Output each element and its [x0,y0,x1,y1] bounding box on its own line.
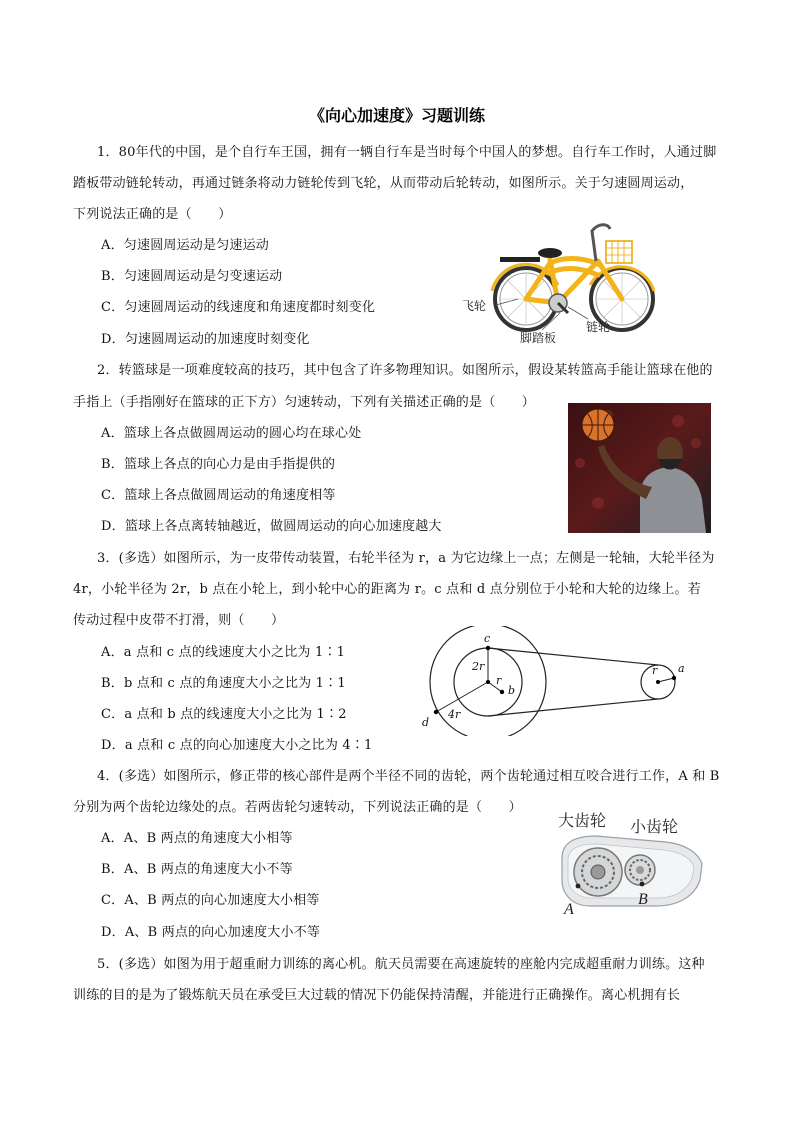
q1-stem-line-2: 踏板带动链轮转动，再通过链条将动力链轮传到飞轮，从而带动后轮转动，如图所示。关于匀速圆周运动， [73,176,694,191]
q1-option-d: D．匀速圆周运动的加速度时刻变化 [101,332,310,347]
q1-stem-line-3: 下列说法正确的是（ ） [73,207,232,222]
q4-option-c: C．A、B 两点的向心加速度大小相等 [101,893,320,908]
bicycle-figure [458,215,658,347]
q2-stem-line-1: 2．转篮球是一项难度较高的技巧，其中包含了许多物理知识。如图所示，假设某转篮高手能让篮球在他的 [97,363,713,378]
tape-label-small-gear: 小齿轮 [630,817,679,836]
page-title: 《向心加速度》习题训练 [308,106,485,125]
q2-option-c: C．篮球上各点做圆周运动的角速度相等 [101,488,336,503]
q5-stem-line-1: 5．(多选）如图为用于超重耐力训练的离心机。航天员需要在高速旋转的座舱内完成超重耐力训练。这种 [97,957,705,972]
q3-option-a: A．a 点和 c 点的线速度大小之比为 1∶1 [101,645,346,660]
q3-stem-line-3: 传动过程中皮带不打滑，则（ ） [73,613,285,628]
bicycle-label-pedal: 脚踏板 [520,331,557,345]
q4-option-b: B．A、B 两点的角速度大小不等 [101,862,293,877]
q2-stem-line-2: 手指上（手指刚好在篮球的正下方）匀速转动，下列有关描述正确的是（ ） [73,395,536,410]
q3-stem-line-2: 4r，小轮半径为 2r，b 点在小轮上，到小轮中心的距离为 r。c 点和 d 点分别位于小轮和大轮的边缘上。若 [73,582,701,597]
q1-option-b: B．匀速圆周运动是匀变速运动 [101,269,283,284]
bicycle-label-flywheel: 飞轮 [462,299,487,313]
q4-option-d: D．A、B 两点的向心加速度大小不等 [101,925,321,940]
q2-option-d: D．篮球上各点离转轴越近，做圆周运动的向心加速度越大 [101,519,442,534]
belt-label-r-inner: r [496,674,502,687]
correction-tape-figure [556,806,706,921]
q5-stem-line-2: 训练的目的是为了锻炼航天员在承受巨大过载的情况下仍能保持清醒，并能进行正确操作。离心机拥有长 [73,988,681,1003]
belt-label-2r: 2r [472,660,485,673]
belt-drive-figure [416,626,696,736]
tape-label-big-gear: 大齿轮 [558,811,607,830]
q4-stem-line-2: 分别为两个齿轮边缘处的点。若两齿轮匀速转动，下列说法正确的是（ ） [73,800,522,815]
q3-option-c: C．a 点和 b 点的线速度大小之比为 1∶2 [101,707,347,722]
q1-option-a: A．匀速圆周运动是匀速运动 [101,238,269,253]
basketball-photo [568,403,711,533]
belt-label-4r: 4r [448,708,461,721]
bicycle-label-chainwheel: 链轮 [586,320,611,334]
belt-label-r-small: r [652,664,658,677]
tape-label-a: A [564,901,574,918]
tape-label-b: B [638,891,648,908]
q3-option-b: B．b 点和 c 点的角速度大小之比为 1∶1 [101,676,346,691]
q2-option-a: A．篮球上各点做圆周运动的圆心均在球心处 [101,426,362,441]
q3-stem-line-1: 3．(多选）如图所示，为一皮带传动装置，右轮半径为 r，a 为它边缘上一点；左侧是一轮轴，大轮半径为 [97,551,715,566]
belt-label-b: b [508,684,516,697]
belt-label-c: c [484,632,491,645]
q3-option-d: D．a 点和 c 点的向心加速度大小之比为 4∶1 [101,738,373,753]
q1-option-c: C．匀速圆周运动的线速度和角速度都时刻变化 [101,300,376,315]
q1-stem-line-1: 1．80年代的中国，是个自行车王国，拥有一辆自行车是当时每个中国人的梦想。自行车工作时，人通过脚 [97,145,717,160]
q2-option-b: B．篮球上各点的向心力是由手指提供的 [101,457,336,472]
q4-option-a: A．A、B 两点的角速度大小相等 [101,831,293,846]
q4-stem-line-1: 4．(多选）如图所示，修正带的核心部件是两个半径不同的齿轮，两个齿轮通过相互咬合进行工作，A 和 B [97,769,720,784]
belt-label-a: a [678,662,685,675]
belt-label-d: d [422,716,430,729]
